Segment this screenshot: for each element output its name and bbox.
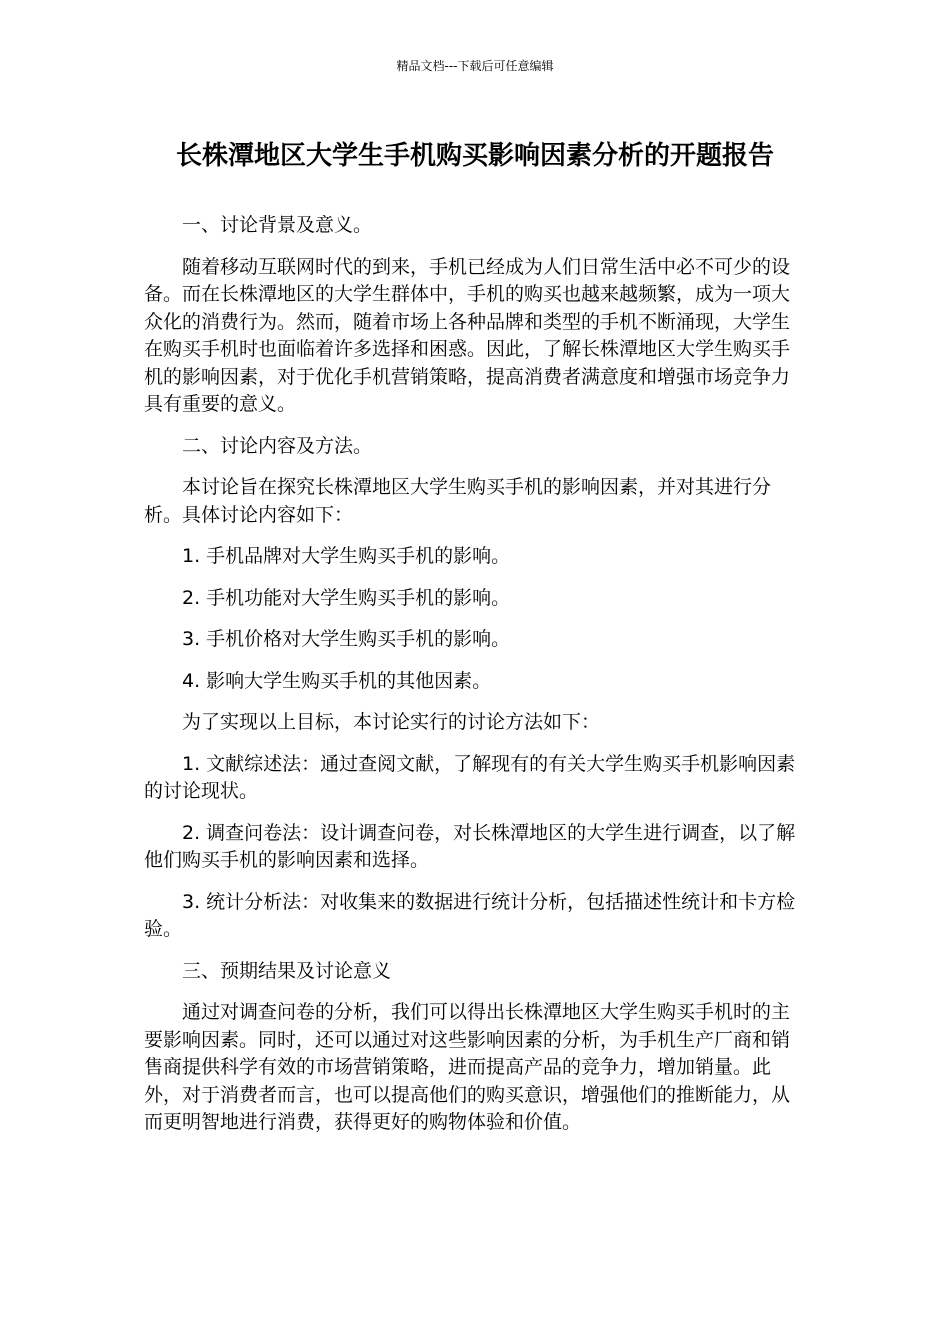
section-heading-background: 一、讨论背景及意义。 (182, 214, 373, 236)
list-item-method-1: 1. 文献综述法：通过查阅文献，了解现有的有关大学生购买手机影响因素的讨论现状。 (144, 752, 796, 802)
section-heading-content-method: 二、讨论内容及方法。 (182, 434, 373, 457)
list-item-content-4: 4. 影响大学生购买手机的其他因素。 (182, 669, 492, 692)
list-item-content-2: 2. 手机功能对大学生购买手机的影响。 (182, 586, 511, 609)
list-item-method-3: 3. 统计分析法：对收集来的数据进行统计分析，包括描述性统计和卡方检验。 (144, 890, 796, 940)
section-heading-expected-results: 三、预期结果及讨论意义 (182, 959, 392, 982)
paragraph-method-intro: 为了实现以上目标，本讨论实行的讨论方法如下： (182, 711, 601, 733)
paragraph-background: 随着移动互联网时代的到来，手机已经成为人们日常生活中必不可少的设备。而在长株潭地区的大学生群体中，手机的购买也越来越频繁，成为一项大众化的消费行为。然而，随着市场上各种品牌和类型的手机不断涌现，大学生在购买手机时也面临着许多选择和困惑。因此，了解长株潭地区大学生购买手机的影响因素，对于优化手机营销策略，提高消费者满意度和增强市场竞争力具有重要的意义。 (144, 255, 791, 415)
list-item-content-3: 3. 手机价格对大学生购买手机的影响。 (182, 628, 511, 650)
document-body (144, 212, 800, 1151)
list-item-content-1: 1. 手机品牌对大学生购买手机的影响。 (182, 545, 511, 567)
header-note: 精品文档---下载后可任意编辑 (396, 59, 554, 73)
page-title: 长株潭地区大学生手机购买影响因素分析的开题报告 (175, 141, 774, 171)
paragraph-expected-results: 通过对调查问卷的分析，我们可以得出长株潭地区大学生购买手机时的主要影响因素。同时，还可以通过对这些影响因素的分析，为手机生产厂商和销售商提供科学有效的市场营销策略，进而提高产品的竞争力，增加销量。此外，对于消费者而言，也可以提高他们的购买意识，增强他们的推断能力，从而更明智地进行消费，获得更好的购物体验和价值。 (144, 1001, 791, 1133)
list-item-method-2: 2. 调查问卷法：设计调查问卷，对长株潭地区的大学生进行调查，以了解他们购买手机的影响因素和选择。 (144, 821, 796, 871)
paragraph-content-intro: 本讨论旨在探究长株潭地区大学生购买手机的影响因素，并对其进行分析。具体讨论内容如下： (144, 476, 772, 526)
